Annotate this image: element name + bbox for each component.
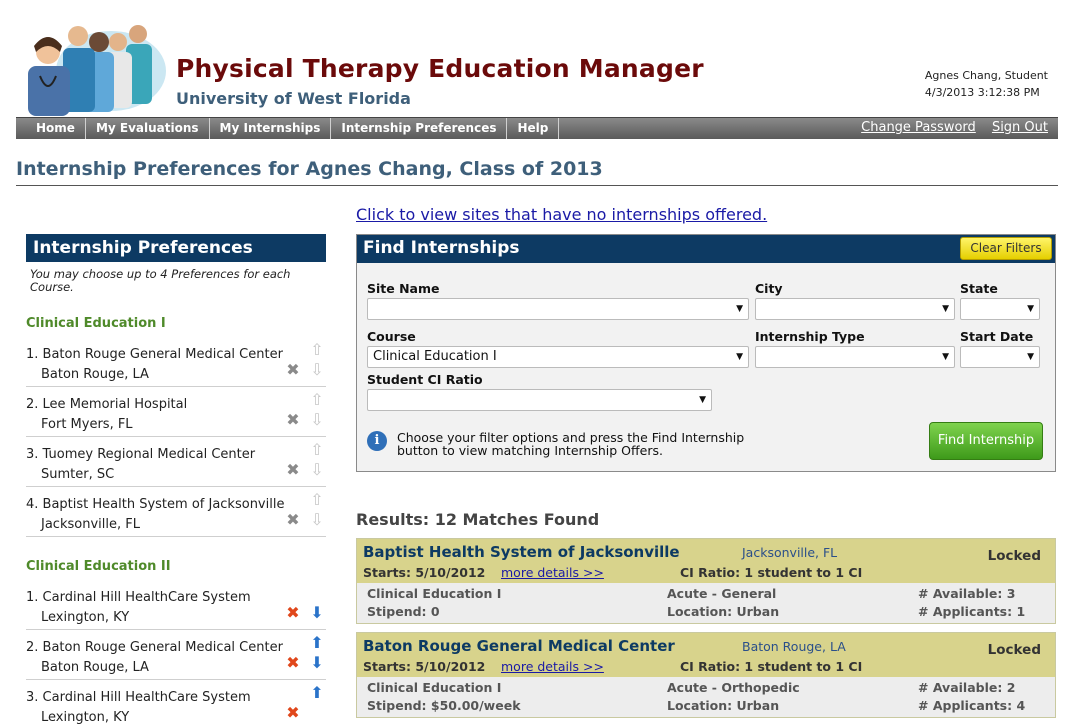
preference-location: Sumter, SC: [41, 467, 115, 482]
course-heading-ce2: Clinical Education II: [26, 559, 171, 574]
result-location: Location: Urban: [667, 698, 780, 713]
state-label: State: [960, 281, 998, 296]
result-stipend: Stipend: 0: [367, 604, 440, 619]
chevron-down-icon: ▼: [1027, 304, 1034, 314]
start-date-label: Start Date: [960, 329, 1034, 344]
result-course: Clinical Education I: [367, 586, 502, 601]
result-ci-ratio: CI Ratio: 1 student to 1 CI: [680, 659, 863, 674]
result-item: [356, 632, 1056, 718]
preference-number: 1.: [26, 590, 39, 605]
course-value: Clinical Education I: [373, 349, 497, 364]
preference-location: Lexington, KY: [41, 710, 130, 724]
preference-item: [26, 337, 326, 387]
result-applicants: # Applicants: 1: [918, 604, 1026, 619]
result-site-name: Baton Rouge General Medical Center: [363, 637, 675, 655]
filter-instructions: Choose your filter options and press the Find Internship button to view matching Internship Offers.: [397, 430, 745, 458]
change-password-link[interactable]: Change Password: [861, 120, 976, 135]
preference-item: [26, 437, 326, 487]
result-item: [356, 538, 1056, 624]
result-details: [357, 677, 1055, 717]
preference-item: [26, 580, 326, 630]
page-title: Internship Preferences for Agnes Chang, Class of 2013: [16, 158, 603, 180]
remove-icon[interactable]: ✖: [286, 603, 300, 622]
user-name: Agnes Chang, Student: [924, 69, 1048, 82]
account-links: [849, 118, 1048, 139]
preference-number: 2.: [26, 640, 39, 655]
preference-site: Baton Rouge General Medical Center: [42, 640, 283, 655]
result-header: [357, 539, 1055, 583]
app-subtitle: University of West Florida: [176, 89, 411, 108]
move-up-icon[interactable]: ⬆: [310, 633, 324, 652]
current-datetime: 4/3/2013 3:12:38 PM: [924, 86, 1040, 99]
result-available: # Available: 3: [918, 586, 1016, 601]
chevron-down-icon: ▼: [699, 395, 706, 405]
chevron-down-icon: ▼: [736, 352, 743, 362]
preference-number: 3.: [26, 447, 39, 462]
more-details-link[interactable]: more details >>: [501, 565, 604, 580]
result-city: Jacksonville, FL: [742, 545, 838, 560]
main-nav: [16, 117, 1058, 139]
site-name-label: Site Name: [367, 281, 440, 296]
course-label: Course: [367, 329, 416, 344]
result-status: Locked: [987, 642, 1041, 658]
preference-item: [26, 487, 326, 537]
ci-ratio-select[interactable]: [367, 389, 712, 411]
nav-internship-preferences[interactable]: Internship Preferences: [331, 118, 507, 139]
state-select[interactable]: [960, 298, 1040, 320]
move-down-icon: ⇩: [310, 410, 324, 429]
result-start-date: Starts: 5/10/2012: [363, 659, 486, 674]
preference-location: Fort Myers, FL: [41, 417, 133, 432]
info-icon: i: [367, 431, 387, 451]
preference-location: Baton Rouge, LA: [41, 367, 149, 382]
preference-site: Lee Memorial Hospital: [42, 397, 188, 412]
result-status: Locked: [987, 548, 1041, 564]
result-ci-ratio: CI Ratio: 1 student to 1 CI: [680, 565, 863, 580]
move-down-icon: ⇩: [310, 460, 324, 479]
preference-number: 1.: [26, 347, 39, 362]
preference-number: 4.: [26, 497, 39, 512]
course-heading-ce1: Clinical Education I: [26, 316, 166, 331]
move-down-icon: ⇩: [310, 360, 324, 379]
find-internships-title: Find Internships: [363, 238, 520, 258]
preference-location: Baton Rouge, LA: [41, 660, 149, 675]
result-type: Acute - General: [667, 586, 777, 601]
preference-site: Tuomey Regional Medical Center: [42, 447, 256, 462]
preference-number: 3.: [26, 690, 39, 705]
city-select[interactable]: [755, 298, 955, 320]
result-city: Baton Rouge, LA: [742, 639, 846, 654]
result-start-date: Starts: 5/10/2012: [363, 565, 486, 580]
preference-item: [26, 680, 326, 724]
chevron-down-icon: ▼: [1027, 352, 1034, 362]
find-internship-button[interactable]: Find Internship: [929, 422, 1043, 460]
result-course: Clinical Education I: [367, 680, 502, 695]
move-down-icon[interactable]: ⬇: [310, 603, 324, 622]
preferences-note: You may choose up to 4 Preferences for each Course.: [30, 267, 291, 294]
remove-icon: ✖: [286, 360, 300, 379]
result-header: [357, 633, 1055, 677]
move-up-icon[interactable]: ⬆: [310, 683, 324, 702]
result-stipend: Stipend: $50.00/week: [367, 698, 521, 713]
user-info: [925, 67, 1048, 101]
nav-home[interactable]: Home: [16, 118, 86, 139]
nav-my-evaluations[interactable]: My Evaluations: [86, 118, 210, 139]
remove-icon: ✖: [286, 460, 300, 479]
clear-filters-button[interactable]: Clear Filters: [960, 237, 1052, 260]
internship-type-select[interactable]: [755, 346, 955, 368]
result-site-name: Baptist Health System of Jacksonville: [363, 543, 680, 561]
remove-icon[interactable]: ✖: [286, 653, 300, 672]
chevron-down-icon: ▼: [942, 304, 949, 314]
remove-icon: ✖: [286, 510, 300, 529]
results-heading: Results: 12 Matches Found: [356, 510, 600, 529]
preferences-panel: [26, 234, 326, 724]
start-date-select[interactable]: [960, 346, 1040, 368]
result-type: Acute - Orthopedic: [667, 680, 800, 695]
preference-location: Jacksonville, FL: [41, 517, 140, 532]
preference-number: 2.: [26, 397, 39, 412]
nav-help[interactable]: Help: [507, 118, 559, 139]
preference-site: Cardinal Hill HealthCare System: [42, 690, 251, 705]
course-select[interactable]: [367, 346, 749, 368]
ci-ratio-label: Student CI Ratio: [367, 372, 483, 387]
move-up-icon: ⇧: [310, 340, 324, 359]
remove-icon: ✖: [286, 410, 300, 429]
medical-staff-logo: [16, 16, 166, 116]
city-label: City: [755, 281, 783, 296]
chevron-down-icon: ▼: [942, 352, 949, 362]
app-title: Physical Therapy Education Manager: [176, 54, 704, 83]
preference-site: Baton Rouge General Medical Center: [42, 347, 283, 362]
result-applicants: # Applicants: 4: [918, 698, 1026, 713]
result-available: # Available: 2: [918, 680, 1016, 695]
find-internships-panel: [356, 234, 1056, 472]
nav-my-internships[interactable]: My Internships: [210, 118, 332, 139]
chevron-down-icon: ▼: [736, 304, 743, 314]
preference-item: [26, 387, 326, 437]
remove-icon[interactable]: ✖: [286, 703, 300, 722]
move-up-icon: ⇧: [310, 440, 324, 459]
no-internships-sites-link[interactable]: Click to view sites that have no internships offered.: [356, 205, 768, 224]
result-details: [357, 583, 1055, 623]
move-down-icon: ⇩: [310, 510, 324, 529]
preference-item: [26, 630, 326, 680]
result-location: Location: Urban: [667, 604, 780, 619]
site-name-select[interactable]: [367, 298, 749, 320]
preference-site: Baptist Health System of Jacksonville: [42, 497, 285, 512]
find-internships-heading: [357, 235, 1055, 263]
preference-location: Lexington, KY: [41, 610, 130, 625]
move-up-icon: ⇧: [310, 490, 324, 509]
preference-site: Cardinal Hill HealthCare System: [42, 590, 251, 605]
move-down-icon[interactable]: ⬇: [310, 653, 324, 672]
more-details-link[interactable]: more details >>: [501, 659, 604, 674]
sign-out-link[interactable]: Sign Out: [991, 120, 1048, 135]
internship-type-label: Internship Type: [755, 329, 865, 344]
preferences-heading: Internship Preferences: [26, 234, 326, 262]
header: [16, 14, 1058, 116]
title-divider: [16, 185, 1058, 186]
move-up-icon: ⇧: [310, 390, 324, 409]
